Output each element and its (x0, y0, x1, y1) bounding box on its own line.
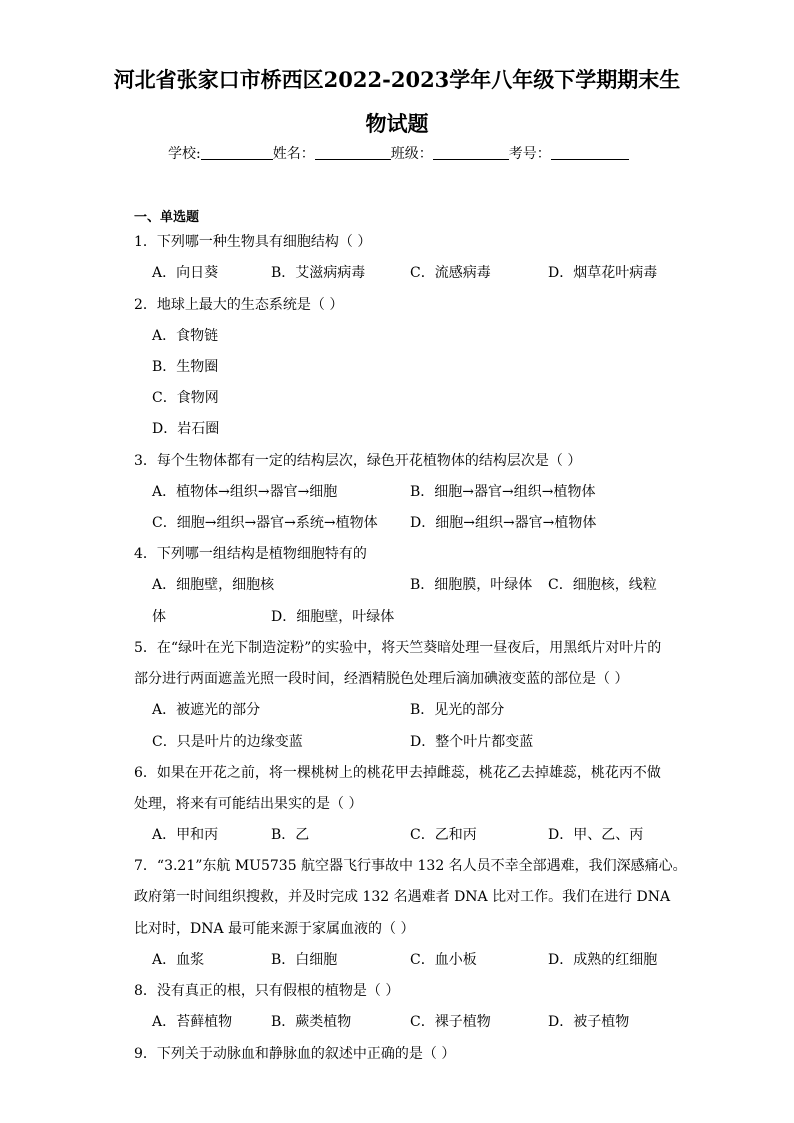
q4-option-a[interactable]: A．细胞壁，细胞核 (152, 577, 275, 593)
question-6-stem-line-2: 处理，将来有可能结出果实的是（ ） (134, 796, 363, 812)
question-1-stem: 1．下列哪一种生物具有细胞结构（ ） (134, 234, 372, 250)
q1-option-d[interactable]: D．烟草花叶病毒 (548, 265, 658, 281)
question-8-stem: 8．没有真正的根，只有假根的植物是（ ） (134, 983, 400, 999)
school-label: 学校: (168, 146, 201, 162)
q2-option-a[interactable]: A．食物链 (152, 328, 219, 344)
q5-option-c[interactable]: C．只是叶片的边缘变蓝 (152, 734, 303, 750)
q5-option-a[interactable]: A．被遮光的部分 (152, 702, 261, 718)
question-9-stem: 9．下列关于动脉血和静脉血的叙述中正确的是（ ） (134, 1046, 456, 1062)
q1-option-c[interactable]: C．流感病毒 (410, 265, 491, 281)
q7-option-a[interactable]: A．血浆 (152, 952, 205, 968)
q3-option-c[interactable]: C．细胞→组织→器官→系统→植物体 (152, 515, 378, 531)
q8-option-d[interactable]: D．被子植物 (548, 1014, 630, 1030)
question-7-stem-line-3: 比对时，DNA 最可能来源于家属血液的（ ） (134, 921, 415, 937)
question-5-stem-line-1: 5．在“绿叶在光下制造淀粉”的实验中，将天竺葵暗处理一昼夜后，用黑纸片对叶片的 (134, 640, 662, 656)
section-heading: 一、单选题 (134, 210, 200, 225)
question-3-stem: 3．每个生物体都有一定的结构层次，绿色开花植物体的结构层次是（ ） (134, 453, 582, 469)
q8-option-c[interactable]: C．裸子植物 (410, 1014, 491, 1030)
q8-option-b[interactable]: B．蕨类植物 (271, 1014, 352, 1030)
question-7-stem-line-1: 7．“3.21”东航 MU5735 航空器飞行事故中 132 名人员不幸全部遇难，我们深感痛心。 (134, 858, 687, 874)
q4-option-d[interactable]: D．细胞壁，叶绿体 (271, 609, 395, 625)
q6-option-a[interactable]: A．甲和丙 (152, 827, 219, 843)
q4-option-b[interactable]: B．细胞膜，叶绿体 (410, 577, 533, 593)
exam-title-line-2: 物试题 (365, 111, 429, 136)
q1-option-a[interactable]: A．向日葵 (152, 265, 219, 281)
q2-option-b[interactable]: B．生物圈 (152, 359, 219, 375)
q6-option-d[interactable]: D．甲、乙、丙 (548, 827, 644, 843)
class-label: 班级： (390, 146, 433, 162)
q7-option-c[interactable]: C．血小板 (410, 952, 477, 968)
question-7-stem-line-2: 政府第一时间组织搜救，并及时完成 132 名遇难者 DNA 比对工作。我们在进行 DNA (134, 889, 671, 905)
question-6-stem-line-1: 6．如果在开花之前，将一棵桃树上的桃花甲去掉雌蕊，桃花乙去掉雄蕊，桃花丙不做 (134, 765, 661, 781)
q3-option-a[interactable]: A．植物体→组织→器官→细胞 (152, 484, 338, 500)
q4-option-c-wrap: 体 (152, 609, 166, 625)
q6-option-b[interactable]: B．乙 (271, 827, 310, 843)
question-4-stem: 4．下列哪一组结构是植物细胞特有的 (134, 546, 367, 562)
q7-option-d[interactable]: D．成熟的红细胞 (548, 952, 658, 968)
q4-option-c[interactable]: C．细胞核，线粒 (548, 577, 657, 593)
number-label: 考号： (508, 146, 551, 162)
q3-option-b[interactable]: B．细胞→器官→组织→植物体 (410, 484, 596, 500)
exam-title-line-1: 河北省张家口市桥西区2022-2023学年八年级下学期期末生 (113, 67, 681, 92)
question-2-stem: 2．地球上最大的生态系统是（ ） (134, 297, 344, 313)
q1-option-b[interactable]: B．艾滋病病毒 (271, 265, 366, 281)
question-5-stem-line-2: 部分进行两面遮盖光照一段时间，经酒精脱色处理后滴加碘液变蓝的部位是（ ） (134, 671, 629, 687)
q2-option-d[interactable]: D．岩石圈 (152, 421, 220, 437)
q6-option-c[interactable]: C．乙和丙 (410, 827, 477, 843)
q2-option-c[interactable]: C．食物网 (152, 390, 219, 406)
class-field[interactable] (433, 145, 509, 160)
q5-option-d[interactable]: D．整个叶片都变蓝 (410, 734, 534, 750)
student-info-row (168, 145, 629, 163)
q8-option-a[interactable]: A．苔藓植物 (152, 1014, 233, 1030)
q7-option-b[interactable]: B．白细胞 (271, 952, 338, 968)
q5-option-b[interactable]: B．见光的部分 (410, 702, 505, 718)
q3-option-d[interactable]: D．细胞→组织→器官→植物体 (410, 515, 597, 531)
number-field[interactable] (551, 145, 629, 160)
name-field[interactable] (315, 145, 391, 160)
school-field[interactable] (201, 145, 273, 160)
name-label: 姓名： (272, 146, 315, 162)
